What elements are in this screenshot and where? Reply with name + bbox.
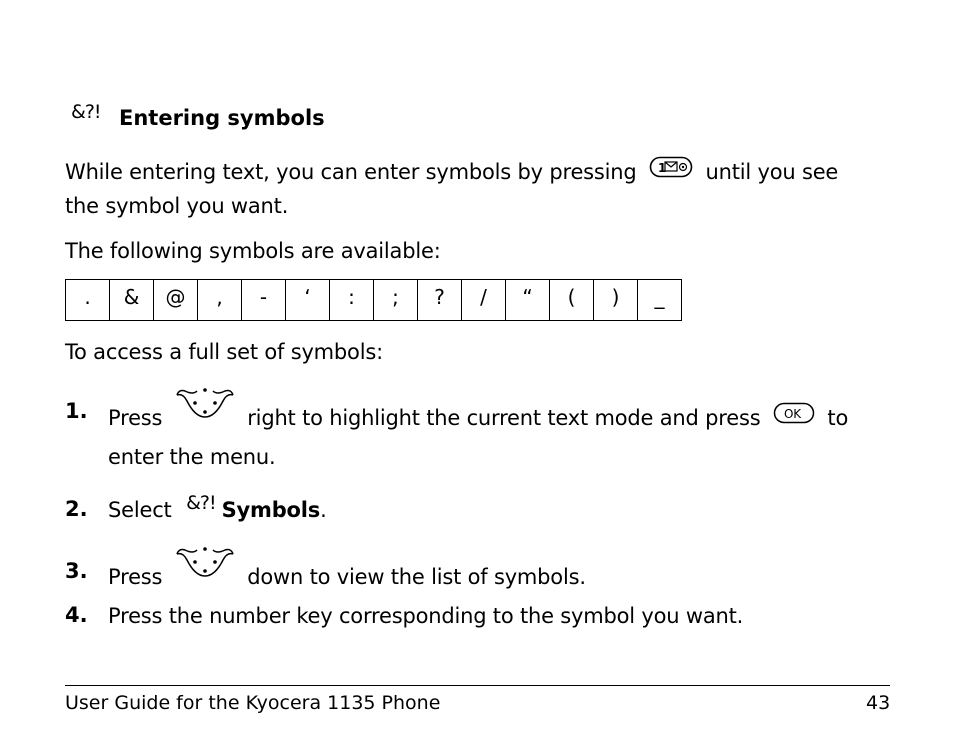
step-number: 2. xyxy=(65,497,88,521)
step-number: 3. xyxy=(65,559,88,583)
symbol-cell: . xyxy=(66,280,110,321)
symbol-cell: ( xyxy=(550,280,594,321)
footer-title: User Guide for the Kyocera 1135 Phone xyxy=(65,692,441,714)
symbols-icon: &?! xyxy=(71,101,101,123)
available-label: The following symbols are available: xyxy=(65,239,441,263)
step-1-before: Press xyxy=(108,406,163,430)
step-1-line2: enter the menu. xyxy=(108,445,276,469)
symbol-cell: - xyxy=(242,280,286,321)
symbol-cell: _ xyxy=(638,280,682,321)
one-message-key-icon xyxy=(649,155,693,188)
symbol-cell: ? xyxy=(418,280,462,321)
step-2-bold: Symbols xyxy=(221,498,321,522)
footer-divider xyxy=(65,685,890,686)
intro-paragraph xyxy=(65,156,905,223)
symbol-cell: / xyxy=(462,280,506,321)
symbol-cell: ‘ xyxy=(286,280,330,321)
intro-line2: the symbol you want. xyxy=(65,193,289,218)
symbol-cell: @ xyxy=(154,280,198,321)
navigation-key-icon xyxy=(173,546,237,590)
intro-line1-before: While entering text, you can enter symbols by pressing xyxy=(65,160,637,184)
step-3-after: down to view the list of symbols. xyxy=(247,565,586,589)
svg-text:OK: OK xyxy=(783,406,801,421)
step-2-before: Select xyxy=(108,498,172,522)
symbol-cell: “ xyxy=(506,280,550,321)
navigation-key-icon xyxy=(173,387,237,431)
svg-text:1: 1 xyxy=(658,160,667,175)
step-2-after: . xyxy=(320,498,327,522)
step-2-text xyxy=(108,494,327,528)
step-3-before: Press xyxy=(108,565,163,589)
ok-key-icon xyxy=(773,401,815,434)
intro-line1-after: until you see xyxy=(705,160,839,184)
full-set-label: To access a full set of symbols: xyxy=(65,340,383,364)
step-1-after: to xyxy=(827,406,849,430)
page-number: 43 xyxy=(866,692,891,714)
symbols-icon: &?! xyxy=(186,492,216,514)
symbol-cell: : xyxy=(330,280,374,321)
step-1-text xyxy=(108,397,898,474)
symbol-cell: ; xyxy=(374,280,418,321)
step-1-middle: right to highlight the current text mode and press xyxy=(247,406,761,430)
symbol-cell: , xyxy=(198,280,242,321)
symbol-cell: ) xyxy=(594,280,638,321)
section-heading: Entering symbols xyxy=(119,106,325,130)
step-4-text: Press the number key corresponding to the symbol you want. xyxy=(108,604,744,628)
symbol-cell: & xyxy=(110,280,154,321)
step-number: 4. xyxy=(65,603,88,627)
symbols-row xyxy=(66,280,682,321)
step-number: 1. xyxy=(65,399,88,423)
symbols-table xyxy=(65,279,682,321)
step-3-text xyxy=(108,556,586,600)
